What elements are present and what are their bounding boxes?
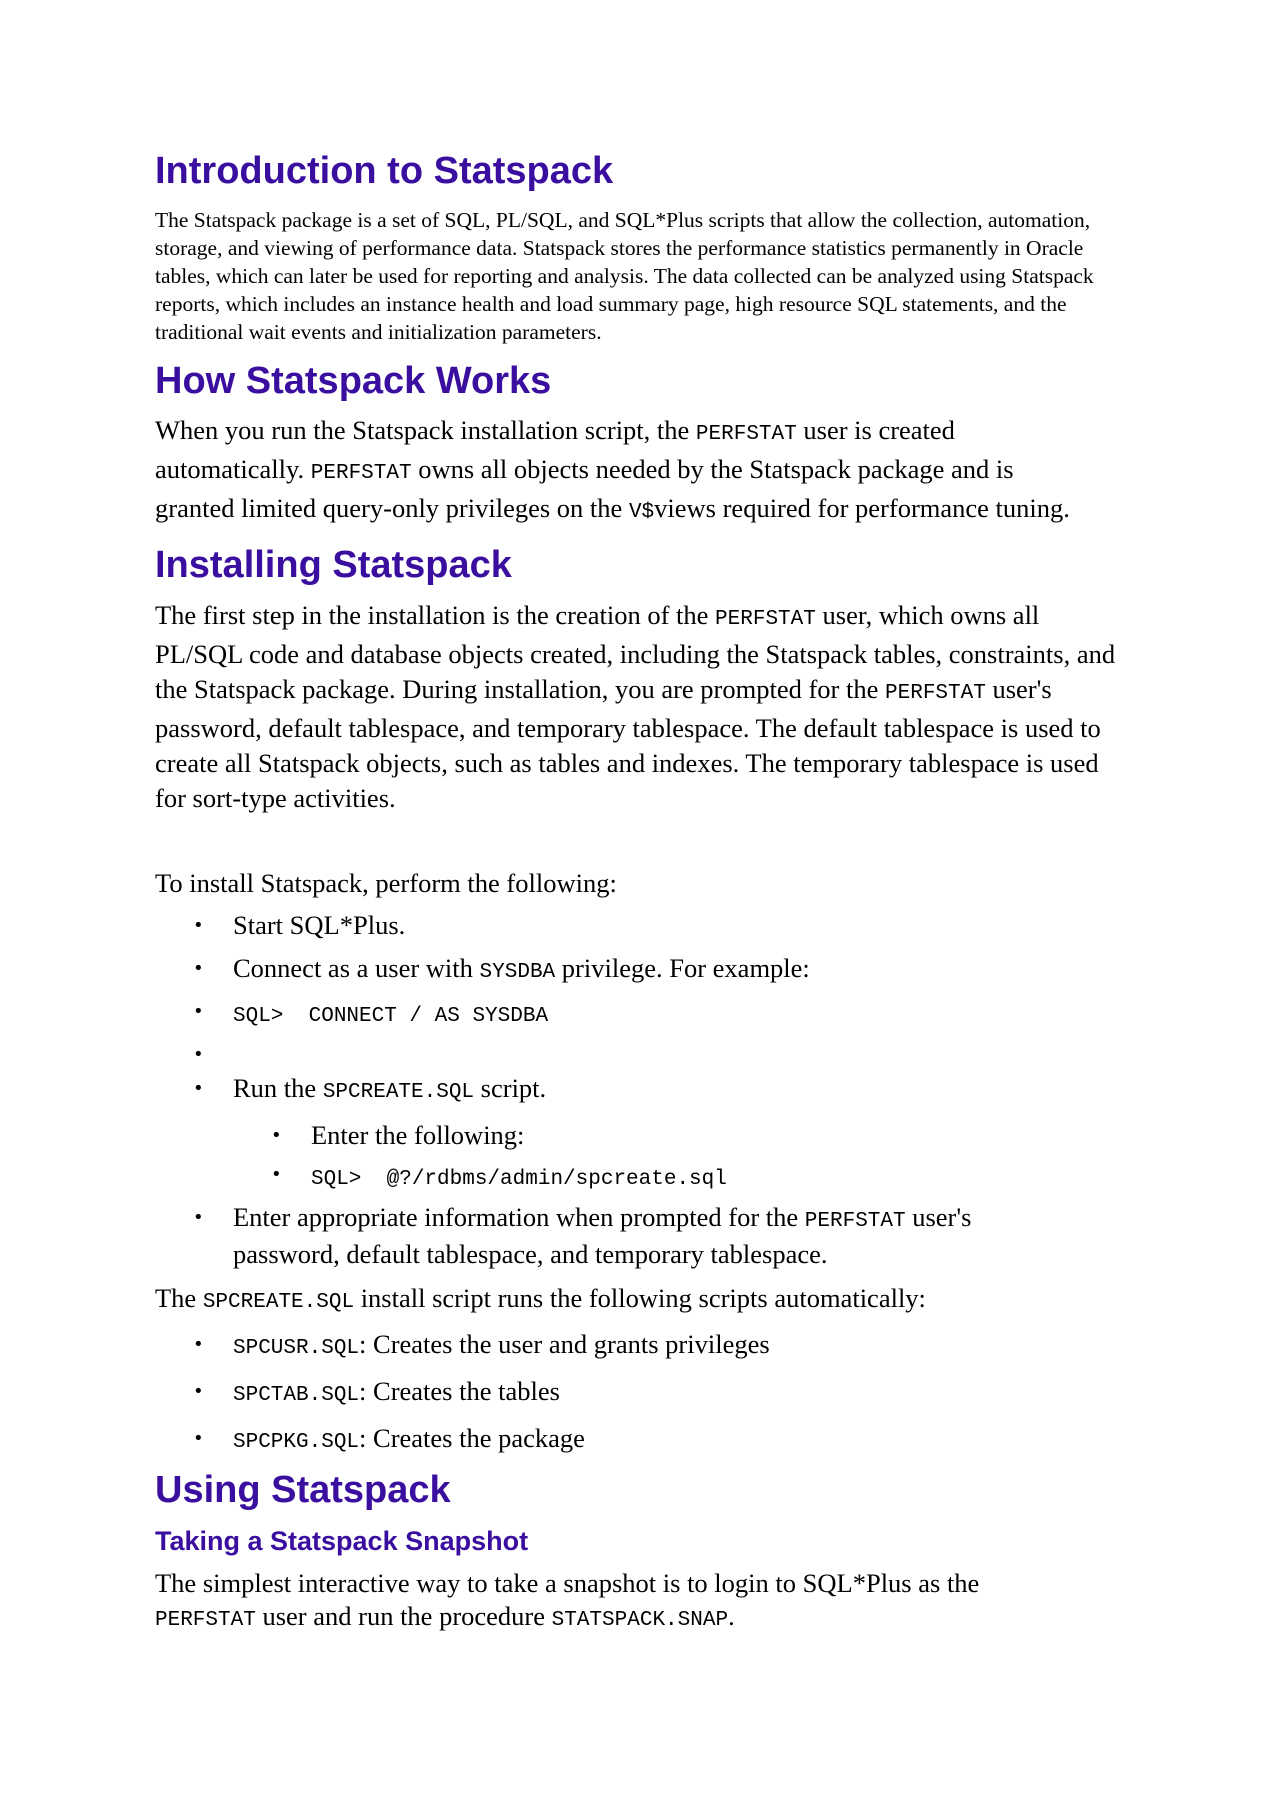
code-spcreate-path: SQL> @?/rdbms/admin/spcreate.sql <box>311 1168 727 1192</box>
list-item: • SPCPKG.SQL: Creates the package <box>193 1423 585 1455</box>
code-connect: SQL> CONNECT / AS SYSDBA <box>233 1005 549 1029</box>
snapshot-paragraph: The simplest interactive way to take a snapshot is to login to SQL*Plus as the PERFSTAT user and run the procedure STATSPACK.SNAP. <box>155 1568 980 1633</box>
list-item: • Start SQL*Plus. <box>193 910 406 941</box>
code-perfstat: PERFSTAT <box>804 1210 906 1234</box>
code-sysdba: SYSDBA <box>479 961 556 985</box>
code-spcusr: SPCUSR.SQL <box>233 1337 360 1361</box>
subheading-taking-snapshot: Taking a Statspack Snapshot <box>155 1525 529 1556</box>
code-perfstat: PERFSTAT <box>715 608 816 632</box>
scripts-list <box>155 1328 1135 1459</box>
list-item: • SPCUSR.SQL: Creates the user and grants privileges <box>193 1329 770 1361</box>
after-install-paragraph: The SPCREATE.SQL install script runs the following scripts automatically: <box>155 1283 926 1315</box>
list-item: • Connect as a user with SYSDBA privilege. For example: <box>193 953 810 985</box>
list-item: • SPCTAB.SQL: Creates the tables <box>193 1376 560 1408</box>
how-paragraph: When you run the Statspack installation script, the PERFSTAT user is created automatically. PERFSTAT owns all objects needed by the Statspack package and is granted limited query-only privileges on the V$views required for performance tuning. <box>155 415 1070 525</box>
heading-using-statspack: Using Statspack <box>155 1469 451 1512</box>
code-v-dollar: V$ <box>628 501 655 525</box>
list-item-code: • SQL> CONNECT / AS SYSDBA <box>193 1001 549 1029</box>
intro-paragraph: The Statspack package is a set of SQL, PL/SQL, and SQL*Plus scripts that allow the collection, automation, storage, and viewing of performance data. Statspack stores the performance statistics permanently in Oracle tables, which can later be used for reporting and analysis. The data collected can be analyzed using Statspack reports, which includes an instance health and load summary page, high resource SQL statements, and the traditional wait events and initialization parameters. <box>155 207 1094 344</box>
code-statspack-snap: STATSPACK.SNAP <box>551 1609 729 1633</box>
document-page <box>155 150 1135 1637</box>
list-item-nested: • Enter the following: <box>271 1120 525 1151</box>
heading-how-statspack-works: How Statspack Works <box>155 359 552 402</box>
code-spcreate: SPCREATE.SQL <box>202 1291 355 1315</box>
heading-installing-statspack: Installing Statspack <box>155 544 512 587</box>
list-item: • Enter appropriate information when prompted for the PERFSTAT user's password, default tablespace, and temporary tablespace. <box>193 1202 972 1270</box>
list-item: • Run the SPCREATE.SQL script. <box>193 1073 547 1105</box>
list-item-nested-code: • SQL> @?/rdbms/admin/spcreate.sql <box>271 1164 727 1192</box>
code-perfstat: PERFSTAT <box>310 462 412 486</box>
code-spcpkg: SPCPKG.SQL <box>233 1431 360 1455</box>
install-paragraph: The first step in the installation is the creation of the PERFSTAT user, which owns all PL/SQL code and database objects created, including the Statspack tables, constraints, and the Statspack package. During installation, you are prompted for the PERFSTAT user's password, default tablespace, and temporary tablespace. The default tablespace is used to create all Statspack objects, such as tables and indexes. The temporary tablespace is used for sort-type activities. <box>155 600 1116 814</box>
code-spcreate: SPCREATE.SQL <box>322 1081 475 1105</box>
install-steps-intro: To install Statspack, perform the following: <box>155 868 617 899</box>
code-perfstat: PERFSTAT <box>695 423 797 447</box>
heading-introduction: Introduction to Statspack <box>155 150 614 192</box>
list-item-empty: • <box>193 1044 204 1066</box>
code-perfstat: PERFSTAT <box>155 1609 256 1633</box>
code-spctab: SPCTAB.SQL <box>233 1384 360 1408</box>
code-perfstat: PERFSTAT <box>885 682 986 706</box>
install-steps-list <box>155 909 1135 1271</box>
